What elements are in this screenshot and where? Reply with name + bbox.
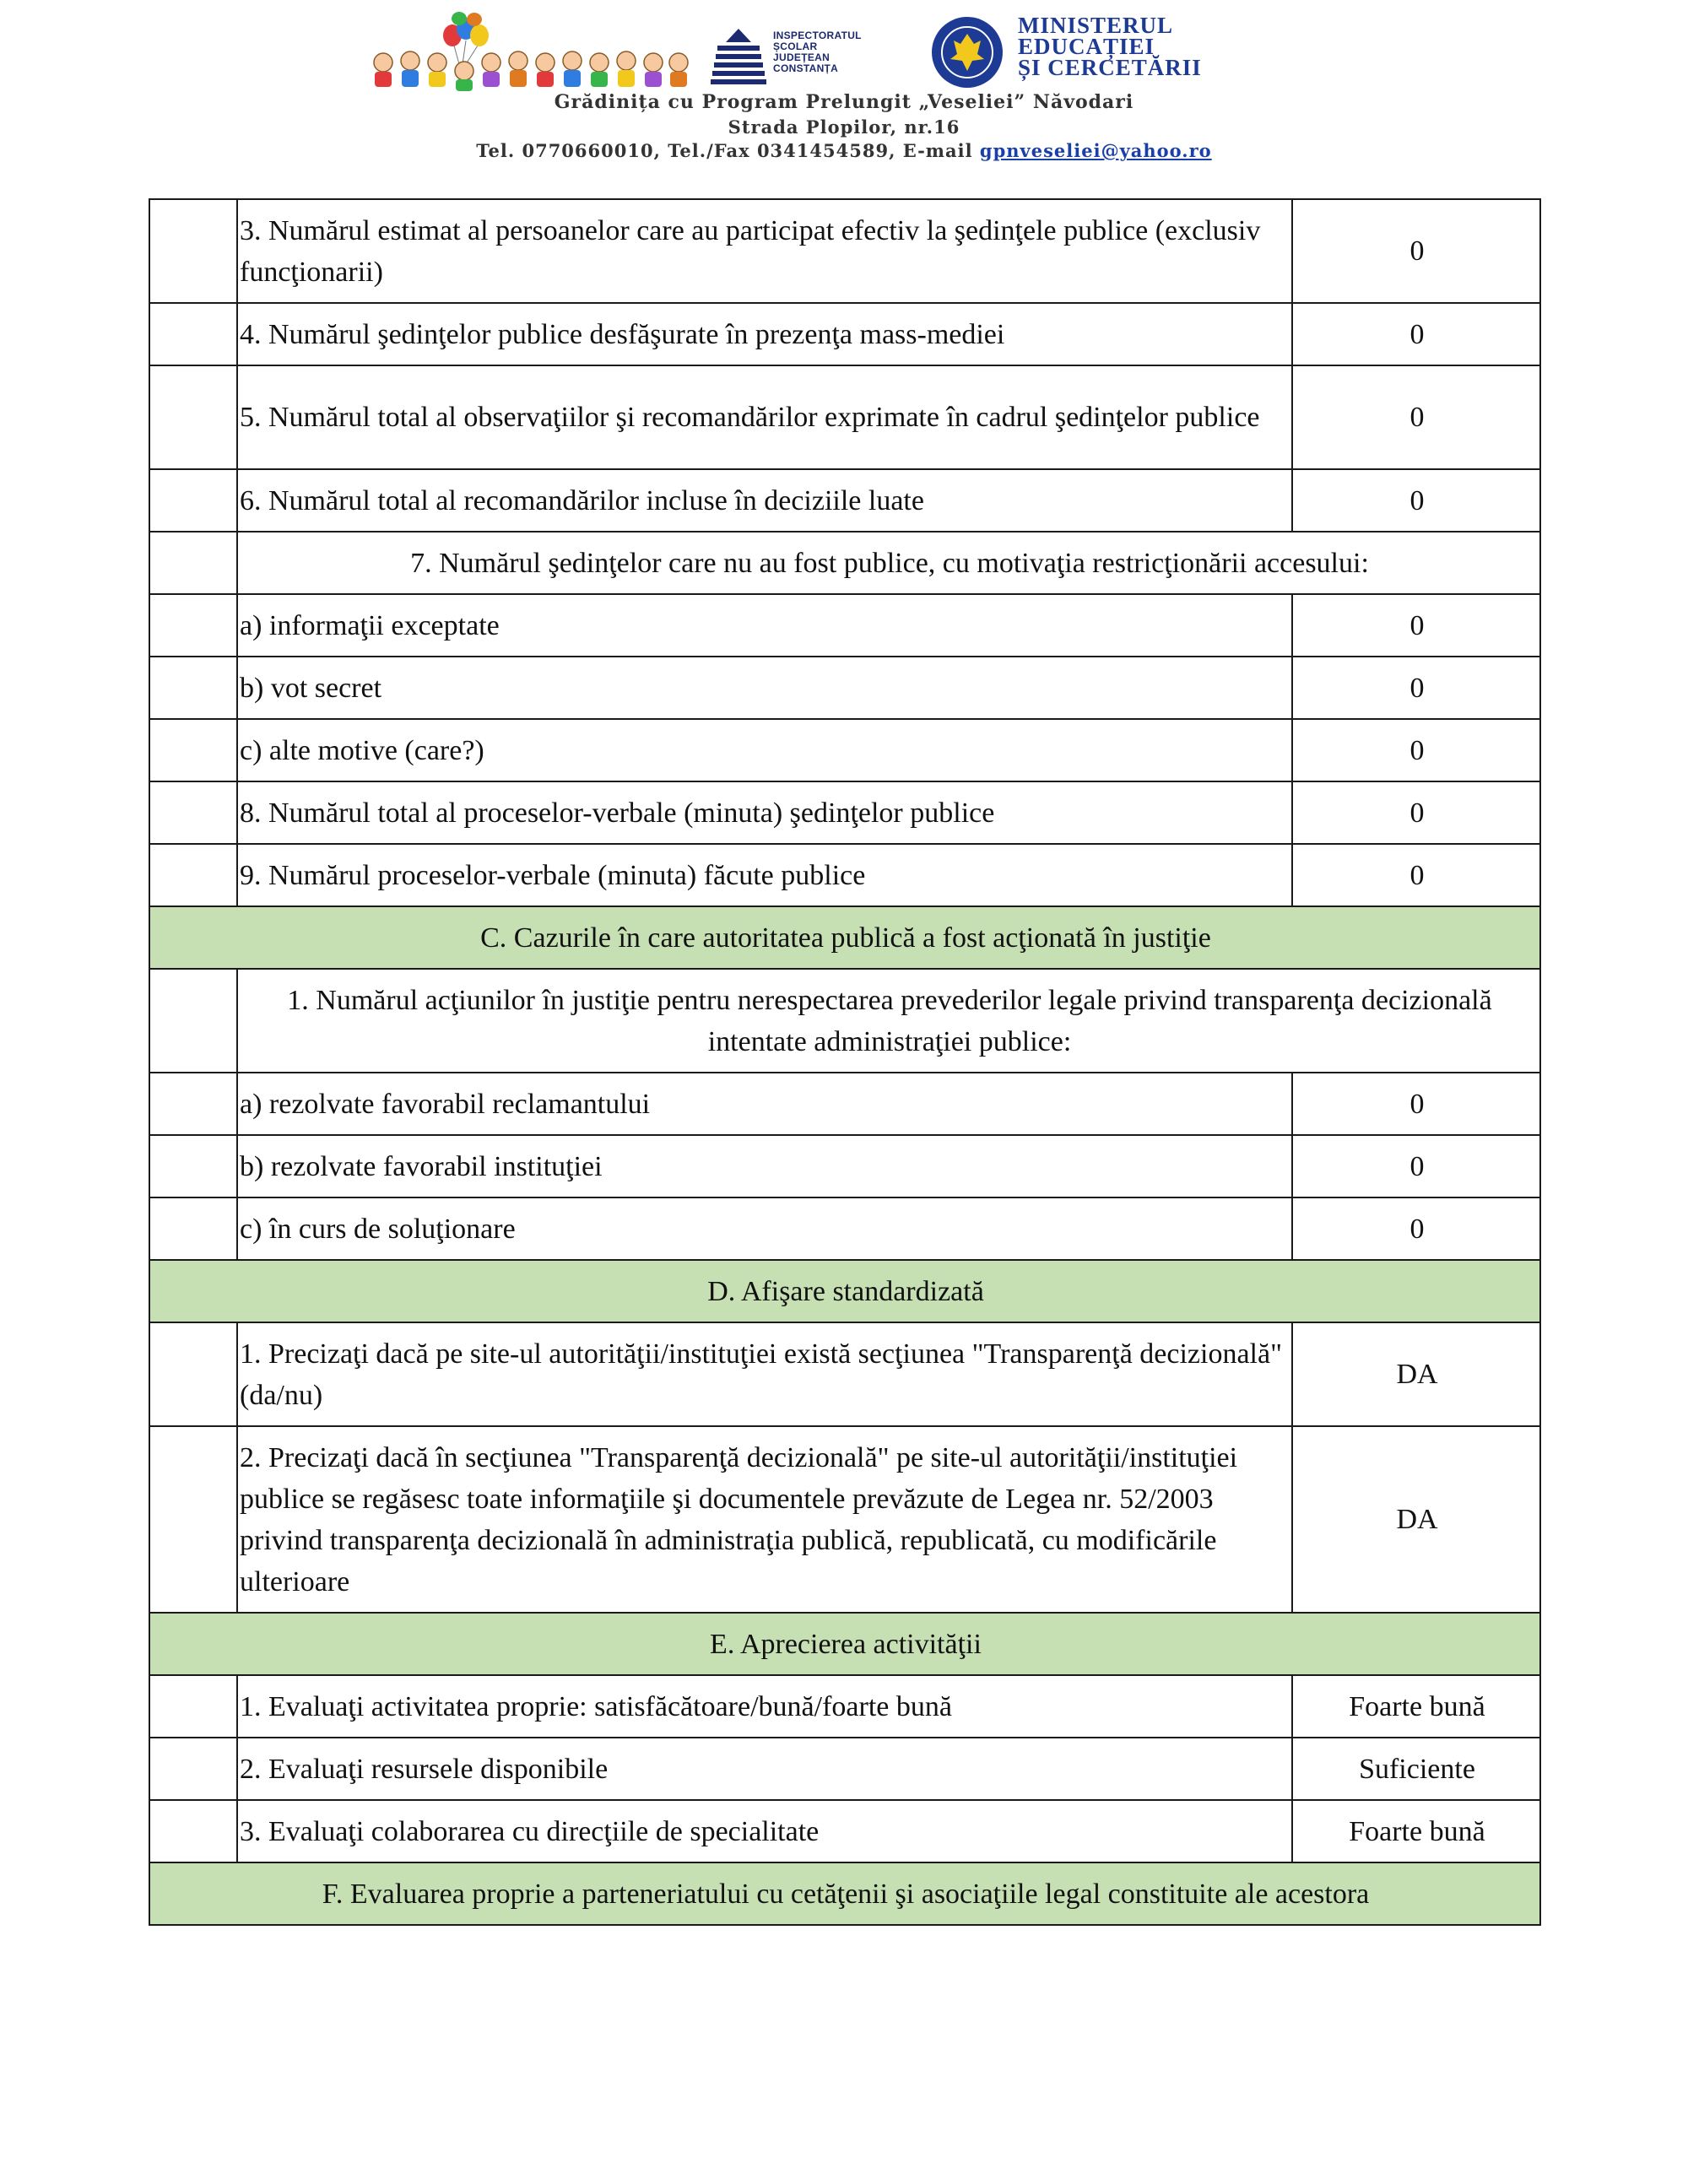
isj-logo	[709, 25, 928, 93]
isj-line: JUDEȚEAN	[773, 51, 830, 63]
row-index-cell	[149, 199, 237, 303]
row-value: 0	[1292, 1197, 1540, 1260]
table-row	[149, 1322, 1540, 1426]
row-value: 0	[1292, 1135, 1540, 1197]
row-index-cell	[149, 1073, 237, 1135]
row-value: 0	[1292, 594, 1540, 657]
row-index-cell	[149, 469, 237, 532]
table-row	[149, 1800, 1540, 1862]
row-value: DA	[1292, 1322, 1540, 1426]
table-row	[149, 532, 1540, 594]
row-index-cell	[149, 657, 237, 719]
institution-contact	[0, 140, 1688, 161]
row-label: 2. Evaluaţi resursele disponibile	[237, 1738, 1292, 1800]
institution-address: Strada Plopilor, nr.16	[728, 116, 960, 138]
section-title: E. Aprecierea activităţii	[149, 1613, 1540, 1675]
row-value: 0	[1292, 844, 1540, 906]
row-value: 0	[1292, 469, 1540, 532]
children-row-icon	[374, 51, 688, 91]
table-row	[149, 719, 1540, 781]
row-index-cell	[149, 1322, 237, 1426]
table-row	[149, 657, 1540, 719]
row-index-cell	[149, 1426, 237, 1613]
table-row	[149, 1675, 1540, 1738]
row-label: c) alte motive (care?)	[237, 719, 1292, 781]
table-row	[149, 199, 1540, 303]
subheading-cell: 7. Numărul şedinţelor care nu au fost publice, cu motivaţia restricţionării accesului:	[237, 532, 1540, 594]
table-row	[149, 844, 1540, 906]
row-label: 9. Numărul proceselor-verbale (minuta) făcute publice	[237, 844, 1292, 906]
row-value: 0	[1292, 781, 1540, 844]
table-row	[149, 1426, 1540, 1613]
row-index-cell	[149, 844, 237, 906]
row-value: DA	[1292, 1426, 1540, 1613]
section-header-f	[149, 1862, 1540, 1925]
row-index-cell	[149, 781, 237, 844]
row-label: 6. Numărul total al recomandărilor incluse în deciziile luate	[237, 469, 1292, 532]
row-label: a) rezolvate favorabil reclamantului	[237, 1073, 1292, 1135]
row-label: b) rezolvate favorabil instituţiei	[237, 1135, 1292, 1197]
row-value: 0	[1292, 303, 1540, 365]
row-index-cell	[149, 719, 237, 781]
row-label: a) informaţii exceptate	[237, 594, 1292, 657]
table-row	[149, 594, 1540, 657]
isj-emblem-icon	[709, 25, 768, 93]
contact-phones: Tel. 0770660010, Tel./Fax 0341454589, E-mail	[476, 140, 980, 161]
section-header-e	[149, 1613, 1540, 1675]
section-title: D. Afişare standardizată	[149, 1260, 1540, 1322]
row-index-cell	[149, 1675, 237, 1738]
row-value: Foarte bună	[1292, 1800, 1540, 1862]
isj-line: ȘCOLAR	[773, 41, 818, 52]
table-row	[149, 1073, 1540, 1135]
row-value: Foarte bună	[1292, 1675, 1540, 1738]
email-link[interactable]: gpnveseliei@yahoo.ro	[979, 140, 1212, 161]
letterhead	[0, 0, 1688, 181]
row-value: 0	[1292, 719, 1540, 781]
row-index-cell	[149, 1135, 237, 1197]
section-header-c	[149, 906, 1540, 969]
isj-line: CONSTANȚA	[773, 62, 839, 74]
table-row	[149, 781, 1540, 844]
kindergarten-logo	[371, 12, 692, 93]
row-value: 0	[1292, 365, 1540, 469]
logo-strip	[371, 8, 1249, 93]
row-label: b) vot secret	[237, 657, 1292, 719]
ministry-line: EDUCAȚIEI	[1018, 34, 1155, 59]
row-index-cell	[149, 1800, 237, 1862]
table-row	[149, 1738, 1540, 1800]
table-row	[149, 365, 1540, 469]
row-index-cell	[149, 1738, 237, 1800]
section-title: C. Cazurile în care autoritatea publică a fost acţionată în justiţie	[149, 906, 1540, 969]
row-label: 8. Numărul total al proceselor-verbale (minuta) şedinţelor publice	[237, 781, 1292, 844]
row-value: 0	[1292, 1073, 1540, 1135]
table-row	[149, 303, 1540, 365]
table-row	[149, 1197, 1540, 1260]
government-seal-icon	[930, 15, 1004, 89]
row-index-cell	[149, 365, 237, 469]
transparency-report-table	[149, 198, 1541, 1926]
ministry-logo-text	[1018, 15, 1271, 78]
row-index-cell	[149, 969, 237, 1073]
row-label: 5. Numărul total al observaţiilor şi recomandărilor exprimate în cadrul şedinţelor publice	[237, 365, 1292, 469]
row-value: 0	[1292, 657, 1540, 719]
row-index-cell	[149, 532, 237, 594]
table-row	[149, 1135, 1540, 1197]
isj-line: INSPECTORATUL	[773, 30, 862, 41]
institution-name: Grădinița cu Program Prelungit „Veseliei” Năvodari	[554, 91, 1134, 113]
row-value: 0	[1292, 199, 1540, 303]
row-index-cell	[149, 303, 237, 365]
row-label: 1. Precizaţi dacă pe site-ul autorităţii/instituţiei există secţiunea "Transparenţă decizională" (da/nu)	[237, 1322, 1292, 1426]
row-index-cell	[149, 1197, 237, 1260]
balloons-icon	[443, 12, 489, 64]
table-row	[149, 969, 1540, 1073]
table-row	[149, 469, 1540, 532]
row-index-cell	[149, 594, 237, 657]
row-label: 2. Precizaţi dacă în secţiunea "Transparenţă decizională" pe site-ul autorităţii/instituţiei publice se regăsesc toate informaţiile şi documentele prevăzute de Legea nr. 52/2003 privind transparenţa decizională în administraţia publică, republicată, cu modificările ulterioare	[237, 1426, 1292, 1613]
row-value: Suficiente	[1292, 1738, 1540, 1800]
ministry-line: MINISTERUL	[1018, 13, 1174, 38]
subheading-cell: 1. Numărul acţiunilor în justiţie pentru nerespectarea prevederilor legale privind transparenţa decizională intentate administraţiei publice:	[237, 969, 1540, 1073]
ministry-line: ȘI CERCETĂRII	[1018, 55, 1202, 80]
section-header-d	[149, 1260, 1540, 1322]
row-label: 4. Numărul şedinţelor publice desfăşurate în prezenţa mass-mediei	[237, 303, 1292, 365]
row-label: 3. Evaluaţi colaborarea cu direcţiile de specialitate	[237, 1800, 1292, 1862]
row-label: c) în curs de soluţionare	[237, 1197, 1292, 1260]
row-label: 3. Numărul estimat al persoanelor care au participat efectiv la şedinţele publice (exclusiv funcţionarii)	[237, 199, 1292, 303]
row-label: 1. Evaluaţi activitatea proprie: satisfăcătoare/bună/foarte bună	[237, 1675, 1292, 1738]
section-title: F. Evaluarea proprie a parteneriatului cu cetăţenii şi asociaţiile legal constituite ale acestora	[149, 1862, 1540, 1925]
isj-logo-text	[773, 30, 933, 74]
